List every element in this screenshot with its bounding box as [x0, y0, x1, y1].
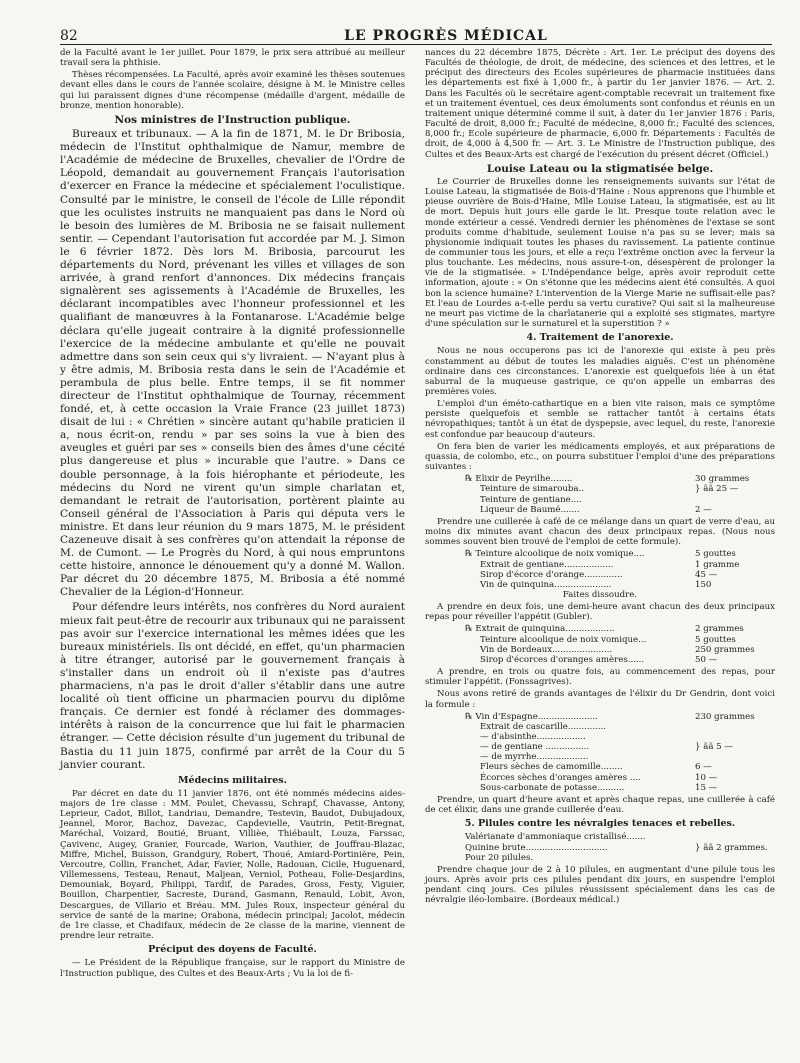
prescription-note: Faites dissoudre. [562, 589, 638, 600]
prescription-4 [425, 712, 775, 793]
prescription-row: Pour 20 pilules. [465, 852, 534, 863]
page-number: 82 [60, 28, 78, 44]
prescription-row: — d'absinthe.................. [480, 732, 586, 742]
heading-preciput: Préciput des doyens de Faculté. [148, 944, 317, 956]
prescription-row: Écorces sèches d'oranges amères .... 10 — [480, 772, 718, 783]
prescription-3 [425, 624, 775, 665]
prescription-row: Teinture alcoolique de noix vomique... 5 gouttes [480, 634, 736, 645]
prescription-row: Sous-carbonate de potasse.......... 15 — [480, 782, 718, 793]
prescription-row: — de myrrhe................... [480, 752, 589, 763]
prescription-row: Extrait de gentiane.................. 1 gramme [480, 559, 740, 570]
prescription-row: ℞ Vin d'Espagne...................... 230 grammes [465, 711, 755, 722]
paragraph-finances: nances du 22 décembre 1875, Décrète : Art. 1er. Le préciput des doyens des Facultés de théologie, de droit, de médecine, des sciences et des lettres, et le préciput des directeurs des Ecoles supérieures de pharmacie instituées dans les départements est fixé à 1,000 fr., à partir du 1er janvier 1876. — Art. 2. Dans les Facultés où le secrétaire agent-comptable recevrait un traitement fixe et un traitement éventuel, ces deux émoluments sont confondus et réunis en un traitement unique déterminé comme il suit, à dater du 1er janvier 1876 : Paris, Faculté de droit, 8,000 fr.; Faculté de médecine, 8,000 fr.; Faculté des sciences, 8,000 fr.; Ecole supérieure de pharmacie, 6,000 fr. Départements : Facultés de droit, de 4,000 à 4,500 fr. — Art. 3. Le Ministre de l'Instruction publique, des Cultes et des Beaux-Arts est chargé de l'exécution du présent décret (Officiel.) [425, 48, 775, 160]
prescription-row: ℞ Teinture alcoolique de noix vomique.... 5 gouttes [465, 549, 736, 560]
paragraph-gendrin: Nous avons retiré de grands avantages de l'élixir du Dr Gendrin, dont voici la formule : [425, 689, 775, 710]
prescription-row: Sirop d'écorce d'orange.............. 45 — [480, 569, 718, 580]
paragraph-rx-4: Prendre, un quart d'heure avant et après chaque repas, une cuillerée à café de cet élixir, dans une grande cuillerée d'eau. [425, 794, 775, 816]
prescription-row: Quinine brute.............................. } ãã 2 grammes. [465, 842, 768, 853]
paragraph-bureaux: Bureaux et tribunaux. — A la fin de 1871, M. le Dr Bribosia, médecin de l'Institut ophthalmique de Namur, membre de l'Académie de médecine de Bruxelles, chevalier de l'Ordre de Léopold, demandait au gouvernement Français l'autorisation d'exercer en France la médecine et spécialement l'oculistique. Consulté par le ministre, le conseil de l'école de Lille répondit que les oculistes instruits ne manquaient pas dans le Nord où le besoin des lumières de M. Bribosia ne se faisait nullement sentir. — Cependant l'autorisation fut accordée par M. J. Simon le 6 février 1872. Dès lors M. Bribosia, parcourut les départements du Nord, prévenant les villes et villages de son arrivée, à grand renfort d'annonces. Dix médecins français signalèrent ses agissements à l'Académie de Bruxelles, les déclarant incompatibles avec l'honneur professionnel et les qualifiant de manœuvres à la Fontanarose. L'Académie belge déclara qu'elle jugeait contraire à la dignité professionnelle l'exercice de la médecine ambulante et qu'elle ne pouvait admettre dans son sein ceux qui s'y livraient. — N'ayant plus à y être admis, M. Bribosia resta dans le sein de l'Académie et perambula de plus belle. Entre temps, il se fit nommer directeur de l'Institut ophthalmique de Tournay, récemment fondé, et, à cette occasion la Vraie France (23 juillet 1873) disait de lui : « Chrétien » sincère autant qu'habile praticien il a, nous écrit-on, rendu » par ses soins la vue à bien des aveugles et guéri par ses » conseils bien des âmes d'une cécité plus dangereuse et plus » incurable que l'autre. » Dans ce double personnage, à la fois hiérophante et périodeute, les médecins du Nord ne virent qu'un simple charlatan et, demandant le retrait de l'autorisation, portèrent plainte au Conseil général de l'Association à Paris qui députa vers le ministre. Et dans leur réunion du 9 mars 1875, M. le président Cazeneuve disait à ses confrères qu'on attendait la réponse de M. de Cumont. — Le Progrès du Nord, à qui nous empruntons cette histoire, annonce le dénouement qu'y a donné M. Wallon. Par décret du 20 décembre 1875, M. Bribosia a été nommé Chevalier de la Légion-d'Honneur. [60, 128, 405, 599]
heading-militaires: Médecins militaires. [178, 774, 287, 786]
prescription-row: Valérianate d'ammoniaque cristallisé....... [465, 832, 646, 843]
paragraph-rx-2: A prendre en deux fois, une demi-heure avant chacun des deux principaux repas pour réveiller l'appétit (Gubler). [425, 602, 775, 623]
paragraph-anorexie-1: Nous ne nous occuperons pas ici de l'anorexie qui existe à peu près constamment au début de toutes les maladies aiguës. C'est un phénomène ordinaire dans ces circonstances. L'anorexie est quelquefois liée à un état saburral de la muqueuse gastrique, ce qu'on appelle un embarras des premières voies. [425, 346, 775, 397]
prescription-row: Vin de quinquina..................... 150 [480, 579, 712, 590]
prescription-row: Teinture de simarouba.. } ãã 25 — [480, 484, 739, 495]
paragraph-lateau: Le Courrier de Bruxelles donne les renseignements suivants sur l'état de Louise Lateau, la stigmatisée de Bois-d'Haine : Nous apprenons que l'humble et pieuse ouvrière de Bois-d'Haine, Mlle Louise Lateau, la stigmatisée, est au lit de mort. Depuis huit jours elle garde le lit. Presque toute relation avec le monde extérieur a cessé. Vendredi dernier les phénomènes de l'extase se sont produits comme d'habitude, seulement Louise n'a pas su se lever; mais sa physionomie indiquait toutes les phases du ravissement. La patiente continue de communier tous les jours, et elle a reçu l'extrême onction avec la ferveur la plus touchante. Les médecins, nous assure-t-on, désespèrent de prolonger la vie de la stigmatisée. » L'Indépendance belge, après avoir reproduit cette information, ajoute : « On s'étonne que les médecins aient été consultés. A quoi bon la science humaine? L'intervention de la Vierge Marie ne suffisait-elle pas? Et l'eau de Lourdes a-t-elle perdu sa vertu curative? Qui sait si la malheureuse ne meurt pas victime de la charlatanerie qui a exploité ses stigmates, martyre d'une spéculation sur le surnaturel et la superstition ? » [425, 176, 775, 330]
page-header [60, 18, 772, 45]
right-column [425, 48, 775, 908]
paragraph-rx-3: A prendre, en trois ou quatre fois, au commencement des repas, pour stimuler l'appétit. (Fonssagrives). [425, 667, 775, 688]
prescription-row: — de gentiane ................ } ãã 5 — [480, 742, 733, 753]
heading-anorexie: 4. Traitement de l'anorexie. [526, 332, 674, 344]
journal-title: LE PROGRÈS MÉDICAL [344, 28, 548, 44]
paragraph-anorexie-2: L'emploi d'un éméto-cathartique en a bien vite raison, mais ce symptôme persiste quelquefois et semble se rattacher tantôt à certains états névropathiques; tantôt à un état de dyspepsie, avec lequel, du reste, l'anorexie est confondue par beaucoup d'auteurs. [425, 399, 775, 440]
paragraph-pilules: Prendre chaque jour de 2 à 10 pilules, en augmentant d'une pilule tous les jours. Après avoir pris ces pilules pendant dix jours, en suspendre l'emploi pendant cinq jours. Ces pilules réussissent spécialement dans les cas de névralgie iléo-lombaire. (Bordeaux médical.) [425, 864, 775, 906]
heading-lateau: Louise Lateau ou la stigmatisée belge. [486, 162, 714, 175]
prescription-row: Liqueur de Baumé....... 2 — [480, 504, 712, 515]
prescription-row: Extrait de cascarille.............. [480, 721, 607, 732]
prescription-row: Vin de Bordeaux...................... 250 grammes [480, 644, 755, 655]
prescription-1 [425, 474, 775, 515]
paragraph-faculte: de la Faculté avant le 1er juillet. Pour 1879, le prix sera attribué au meilleur travail sera la phthisie. [60, 48, 405, 69]
prescription-row: Teinture de gentiane.... [480, 494, 582, 505]
paragraph-rx-1: Prendre une cuillerée à café de ce mélange dans un quart de verre d'eau, au moins dix minutes avant chacun des deux principaux repas. (Nous nous sommes souvent bien trouvé de l'emploi de cette formule). [425, 516, 775, 548]
prescription-row: ℞ Elixir de Peyrilhe........ 30 grammes [465, 474, 750, 485]
prescription-2 [425, 549, 775, 600]
prescription-row: Sirop d'écorces d'oranges amères...... 50 — [480, 654, 718, 665]
paragraph-anorexie-3: On fera bien de varier les médicaments employés, et aux préparations de quassia, de colombo, etc., on pourra substituer l'emploi d'une des préparations suivantes : [425, 441, 775, 473]
paragraph-preciput: — Le Président de la République française, sur le rapport du Ministre de l'Instruction publique, des Cultes et des Beaux-Arts ; Vu la loi de fi- [60, 958, 405, 979]
paragraph-militaires: Par décret en date du 11 janvier 1876, ont été nommés médecins aides-majors de 1re classe : MM. Poulet, Chevassu, Schrapf, Chavasse, Antony, Leprieur, Cadot, Billot, Landriau, Demandre, Testevin, Baudot, Dubujadoux, Jeannel, Moror, Bachoz, Davezac, Capdevielle, Vautrin, Petit-Bregnat, Maréchal, Voizard, Boutié, Bruant, Villièe, Thiébault, Louza, Farssac, Çavivenc, Augey, Granier, Fourcade, Warion, Vauthier, de Jouffrau-Blazac, Miffre, Michel, Buisson, Grandgury, Robert, Thoué, Amiard-Portinière, Pein, Vercoutre, Collin, Franchet, Adar, Favier, Nolle, Radouan, Cicile, Huguenard, Villemessens, Testeau, Renaut, Maljean, Verniol, Potheau, Folie-Desjardins, Demouniak, Boyard, Philippi, Tardif, de Parades, Gross, Festy, Viguier, Bouillon, Charpentier, Sacreste, Durand, Gasmann, Renauld, Lobit, Avon, Descargues, de Villario et Bréau. MM. Jules Roux, inspecteur général du service de santé de la marine; Orabona, médecin principal; Jacolot, médecin de 1re classe, et Chadifaux, médecin de 2e classe de la marine, viennent de prendre leur retraite. [60, 788, 405, 942]
prescription-row: Fleurs sèches de camomille........ 6 — [480, 762, 712, 773]
paragraph-theses: Thèses récompensées. La Faculté, après avoir examiné les thèses soutenues devant elles dans le cours de l'année scolaire, désigne à M. le Ministre celles qui lui paraissent dignes d'une récompense (médaille d'argent, médaille de bronze, mention honorable). [60, 70, 405, 111]
prescription-5 [425, 832, 775, 862]
prescription-row: ℞ Extrait de quinquina.................. 2 grammes [465, 624, 744, 635]
paragraph-defendre: Pour défendre leurs intérêts, nos confrères du Nord auraient mieux fait peut-être de recourir aux tribunaux qui ne paraissent pas avoir sur l'exercice international les mêmes idées que les bureaux ministériels. Ils ont décidé, en effet, qu'un pharmacien à titre étranger, autorisé par le gouvernement français à s'installer dans un endroit où il n'existe pas d'autres pharmaciens, n'a pas le droit d'aller s'établir dans une autre localité où tient officine un pharmacien pourvu du diplôme français. Ce dernier est fondé à réclamer des dommages-intérêts à raison de la concurrence que lui fait le pharmacien étranger. — Cette décision résulte d'un jugement du tribunal de Bastia du 11 juin 1875, confirmé par arrêt de la Cour du 5 janvier courant. [60, 601, 405, 771]
heading-ministres: Nos ministres de l'Instruction publique. [114, 113, 351, 126]
left-column [60, 48, 405, 981]
heading-pilules: 5. Pilules contre les névralgies tenaces et rebelles. [464, 818, 736, 830]
